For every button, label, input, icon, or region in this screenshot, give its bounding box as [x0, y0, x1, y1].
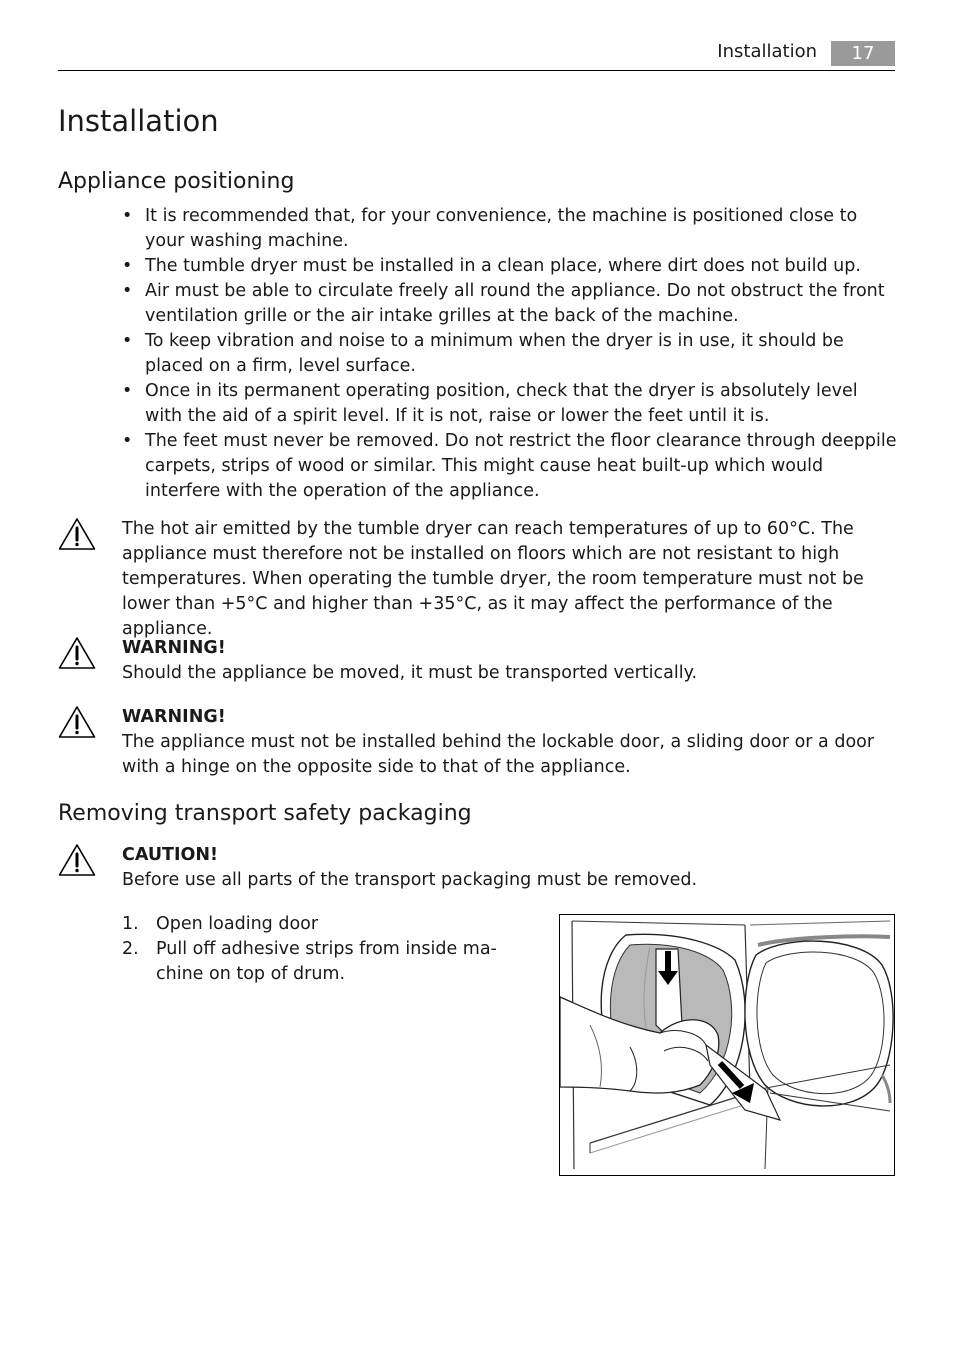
list-item: • It is recommended that, for your convenience, the machine is positioned close to your washing machine.	[122, 204, 899, 254]
warning-note-transport	[58, 636, 899, 686]
list-item: • The feet must never be removed. Do not restrict the floor clearance through deeppile carpets, strips of wood or similar. This might cause heat built-up which would interfere with the operation of the appliance.	[122, 429, 899, 504]
caution-note	[58, 843, 899, 893]
list-item: • Once in its permanent operating position, check that the dryer is absolutely level with the aid of a spirit level. If it is not, raise or lower the feet until it is.	[122, 379, 899, 429]
warning-triangle-icon	[58, 517, 96, 551]
warning-triangle-icon	[58, 705, 96, 739]
page-title: Installation	[58, 104, 219, 138]
warning-triangle-icon	[58, 843, 96, 877]
header-rule	[58, 70, 895, 71]
list-item: • Air must be able to circulate freely all round the appliance. Do not obstruct the front ventilation grille or the air intake grilles at the back of the machine.	[122, 279, 899, 329]
warning-note-door	[58, 705, 899, 780]
running-header: Installation	[717, 41, 817, 62]
section-heading-packaging: Removing transport safety packaging	[58, 801, 472, 826]
list-item: • The tumble dryer must be installed in a clean place, where dirt does not build up.	[122, 254, 899, 279]
section-heading-positioning: Appliance positioning	[58, 169, 295, 194]
warning-label: WARNING!	[122, 707, 226, 727]
caution-label: CAUTION!	[122, 845, 219, 865]
temperature-note	[58, 517, 899, 642]
step-item	[122, 937, 512, 987]
dryer-illustration	[560, 915, 894, 1175]
steps-list	[122, 912, 512, 987]
step-number: 2.	[122, 939, 139, 959]
positioning-list	[122, 204, 899, 504]
warning-label: WARNING!	[122, 638, 226, 658]
illustration-remove-strips	[559, 914, 895, 1176]
note-text: The hot air emitted by the tumble dryer can reach temperatures of up to 60°C. The appliance must therefore not be installed on floors which are not resistant to high temperatures. When operating the tumble dryer, the room temperature must not be lower than +5°C and higher than +35°C, as it may affect the performance of the appliance.	[122, 519, 864, 639]
warning-triangle-icon	[58, 636, 96, 670]
list-item: • To keep vibration and noise to a minimum when the dryer is in use, it should be placed on a firm, level surface.	[122, 329, 899, 379]
step-number: 1.	[122, 914, 139, 934]
warning-text: Should the appliance be moved, it must be transported vertically.	[122, 663, 698, 683]
step-text: Open loading door	[156, 914, 319, 934]
page-number: 17	[831, 41, 895, 66]
step-item	[122, 912, 512, 937]
step-text: Pull off adhesive strips from inside ma-chine on top of drum.	[156, 939, 497, 984]
warning-text: The appliance must not be installed behind the lockable door, a sliding door or a door with a hinge on the opposite side to that of the appliance.	[122, 732, 875, 777]
caution-text: Before use all parts of the transport packaging must be removed.	[122, 870, 698, 890]
